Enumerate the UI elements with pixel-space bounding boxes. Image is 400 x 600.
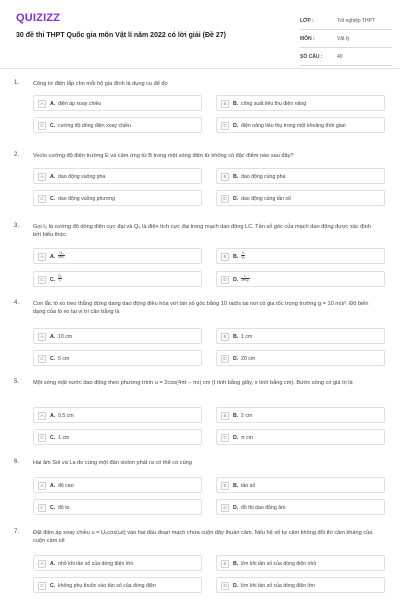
- quizizz-logo: QUIZIZZ: [16, 12, 61, 24]
- meta-value: Tốt nghiệp THPT: [337, 17, 375, 24]
- option-letter: B.: [233, 174, 239, 180]
- option-letter: A.: [50, 254, 56, 260]
- option-letter: C.: [50, 277, 56, 283]
- option-text: dao động cùng tần số: [241, 196, 291, 202]
- option-text: dao động vuông pha: [58, 174, 106, 180]
- numerator: Q₀: [58, 273, 63, 278]
- option-text: dao động cùng pha: [241, 174, 286, 180]
- option-text: độ cao: [58, 483, 74, 489]
- option-d[interactable]: [216, 117, 385, 133]
- option-letter: D.: [233, 277, 239, 283]
- question-text: Vecto cường độ điện trường E và cảm ứng từ B trong một sóng điện từ không có đặc điểm nào sau đây?: [33, 153, 294, 159]
- option-box: A: [38, 412, 46, 420]
- option-box: C: [38, 122, 46, 130]
- option-c[interactable]: [33, 499, 202, 515]
- option-d[interactable]: [216, 350, 385, 366]
- option-letter: A.: [50, 413, 56, 419]
- option-letter: C.: [50, 123, 56, 129]
- meta-value: 40: [337, 53, 343, 60]
- question-text: Con lắc lò xo treo thẳng đứng dang dao động điều hòa với tần số góc bằng 10 rad/s tại nơi có gia tốc trọng trường g = 10 m/s². Độ biến dạng của lò xo tại vị trí cân bằng là: [33, 301, 369, 316]
- option-box: A: [38, 560, 46, 568]
- option-box: D: [221, 122, 229, 130]
- option-box: D: [221, 434, 229, 442]
- denominator: I₀: [58, 278, 62, 282]
- option-a[interactable]: [33, 555, 202, 571]
- header-divider: [0, 68, 400, 69]
- option-box: C: [38, 276, 46, 284]
- option-d[interactable]: [216, 499, 385, 515]
- fraction: [241, 275, 250, 283]
- option-box: A: [38, 100, 46, 108]
- option-letter: D.: [233, 123, 239, 129]
- option-box: C: [38, 195, 46, 203]
- option-box: C: [38, 504, 46, 512]
- option-box: C: [38, 582, 46, 590]
- option-text: tần số: [241, 483, 256, 489]
- option-letter: A.: [50, 174, 56, 180]
- option-text: độ to: [58, 505, 70, 511]
- option-letter: D.: [233, 356, 239, 362]
- option-box: B: [221, 560, 229, 568]
- option-a[interactable]: [33, 328, 202, 344]
- option-box: D: [221, 355, 229, 363]
- option-letter: A.: [50, 334, 56, 340]
- option-text: 2 cm: [241, 413, 253, 419]
- option-box: A: [38, 482, 46, 490]
- option-box: A: [38, 333, 46, 341]
- option-letter: B.: [233, 483, 239, 489]
- option-letter: B.: [233, 334, 239, 340]
- numerator: I₀: [241, 250, 245, 255]
- meta-value: Vật lý: [337, 35, 350, 42]
- option-c[interactable]: [33, 350, 202, 366]
- fraction: [58, 275, 62, 283]
- option-b[interactable]: [216, 328, 385, 344]
- option-text: điện áp xoay chiều: [58, 101, 102, 107]
- option-b[interactable]: [216, 168, 385, 184]
- option-formula: [241, 275, 250, 283]
- option-c[interactable]: [33, 429, 202, 445]
- option-letter: B.: [233, 561, 239, 567]
- option-letter: C.: [50, 583, 56, 589]
- option-b[interactable]: [216, 555, 385, 571]
- denominator: 2πI₀: [58, 255, 65, 259]
- option-letter: B.: [233, 413, 239, 419]
- option-box: D: [221, 195, 229, 203]
- option-b[interactable]: [216, 248, 385, 264]
- option-text: π cm: [241, 435, 253, 441]
- question-number: 3.: [14, 223, 20, 229]
- option-box: B: [221, 333, 229, 341]
- option-a[interactable]: [33, 407, 202, 423]
- meta-row-class: [300, 12, 392, 30]
- question-number: 7.: [14, 529, 20, 535]
- fraction: [241, 252, 245, 260]
- question-text: Gọi I₀ là cường độ dòng điện cực đại và Q₀ là điện tích cực đại trong mạch dao động LC. Tần số góc của mạch dao động được xác định bởi biểu thức: [33, 224, 371, 239]
- option-c[interactable]: [33, 190, 202, 206]
- option-box: C: [38, 355, 46, 363]
- option-a[interactable]: [33, 168, 202, 184]
- numerator: I₀: [241, 275, 250, 280]
- worksheet-header: [0, 0, 400, 64]
- option-text: 10 cm: [58, 334, 73, 340]
- option-text: nhỏ khi tần số của dòng điện lớn: [58, 561, 134, 567]
- meta-row-subject: [300, 30, 392, 48]
- option-c[interactable]: [33, 117, 202, 133]
- question-number: 4.: [14, 300, 20, 306]
- option-text: không phụ thuộc vào tần số của dòng điện: [58, 583, 156, 589]
- denominator: 2πQ₀: [241, 278, 250, 282]
- option-box: D: [221, 504, 229, 512]
- meta-row-count: [300, 48, 392, 66]
- question-text: Đặt điện áp xoay chiều u = U₀cos(ωt) vào hai đầu đoạn mạch chứa cuộn dây thuần cảm. Nếu hệ số tự cảm không đổi thì cảm kháng của cuộn cảm sẽ: [33, 530, 373, 545]
- option-letter: C.: [50, 356, 56, 362]
- meta-label: LỚP :: [300, 17, 314, 24]
- option-box: B: [221, 412, 229, 420]
- question-number: 6.: [14, 459, 20, 465]
- question-number: 2.: [14, 152, 20, 158]
- option-box: C: [38, 434, 46, 442]
- option-letter: C.: [50, 505, 56, 511]
- option-c[interactable]: [33, 577, 202, 593]
- option-d[interactable]: [216, 271, 385, 287]
- option-letter: D.: [233, 435, 239, 441]
- option-text: dao động vuông phương: [58, 196, 116, 202]
- option-text: đồ thị dao động âm: [241, 505, 286, 511]
- option-text: 0,5 cm: [58, 413, 74, 419]
- option-text: điện năng tiêu thụ trong một khoảng thời gian: [241, 123, 346, 129]
- option-a[interactable]: [33, 477, 202, 493]
- option-box: B: [221, 173, 229, 181]
- option-a[interactable]: [33, 95, 202, 111]
- option-d[interactable]: [216, 577, 385, 593]
- numerator: Q₀: [59, 250, 64, 255]
- option-letter: A.: [50, 101, 56, 107]
- option-text: công suất tiêu thụ điện năng: [241, 101, 307, 107]
- option-box: B: [221, 253, 229, 261]
- question-text: Một sóng mặt nước dao động theo phương trình u = 2cos(4πt − πx) cm (t tính bằng giây, x tính bằng cm). Bước sóng có giá trị là: [33, 380, 353, 386]
- option-box: D: [221, 582, 229, 590]
- meta-label: MÔN :: [300, 35, 315, 42]
- option-text: 1 cm: [241, 334, 253, 340]
- question-text: Hai âm Sol và La do cùng một đàn violon phát ra có thể có cùng: [33, 460, 192, 466]
- meta-label: SỐ CÂU :: [300, 53, 323, 60]
- option-box: A: [38, 253, 46, 261]
- option-b[interactable]: [216, 95, 385, 111]
- option-d[interactable]: [216, 429, 385, 445]
- option-box: D: [221, 276, 229, 284]
- option-letter: C.: [50, 435, 56, 441]
- option-a[interactable]: [33, 248, 202, 264]
- option-letter: A.: [50, 483, 56, 489]
- option-text: lớn khi tần số của dòng điện nhỏ: [241, 561, 317, 567]
- option-formula: [58, 275, 62, 283]
- question-text: Công tơ điện lắp cho mỗi hộ gia đình là dụng cụ để đo: [33, 81, 168, 87]
- meta-panel: [300, 12, 392, 66]
- option-c[interactable]: [33, 271, 202, 287]
- option-letter: B.: [233, 254, 239, 260]
- option-letter: D.: [233, 505, 239, 511]
- question-number: 5.: [14, 379, 20, 385]
- question-number: 1.: [14, 80, 20, 86]
- option-text: 20 cm: [241, 356, 256, 362]
- option-letter: D.: [233, 583, 239, 589]
- option-d[interactable]: [216, 190, 385, 206]
- option-formula: [58, 252, 65, 260]
- option-text: 1 cm: [58, 435, 70, 441]
- option-letter: C.: [50, 196, 56, 202]
- option-b[interactable]: [216, 477, 385, 493]
- option-letter: A.: [50, 561, 56, 567]
- option-text: lớn khi tần số của dòng điện lớn: [241, 583, 316, 589]
- option-letter: B.: [233, 101, 239, 107]
- option-text: cường độ dòng điện xoay chiều: [58, 123, 131, 129]
- denominator: Q₀: [241, 255, 246, 259]
- option-formula: [241, 252, 245, 260]
- option-b[interactable]: [216, 407, 385, 423]
- page-title: 30 đề thi THPT Quốc gia môn Vật lí năm 2022 có lời giải (Đề 27): [16, 32, 226, 39]
- option-box: B: [221, 100, 229, 108]
- option-text: 5 cm: [58, 356, 70, 362]
- option-box: A: [38, 173, 46, 181]
- option-letter: D.: [233, 196, 239, 202]
- fraction: [58, 252, 65, 260]
- option-box: B: [221, 482, 229, 490]
